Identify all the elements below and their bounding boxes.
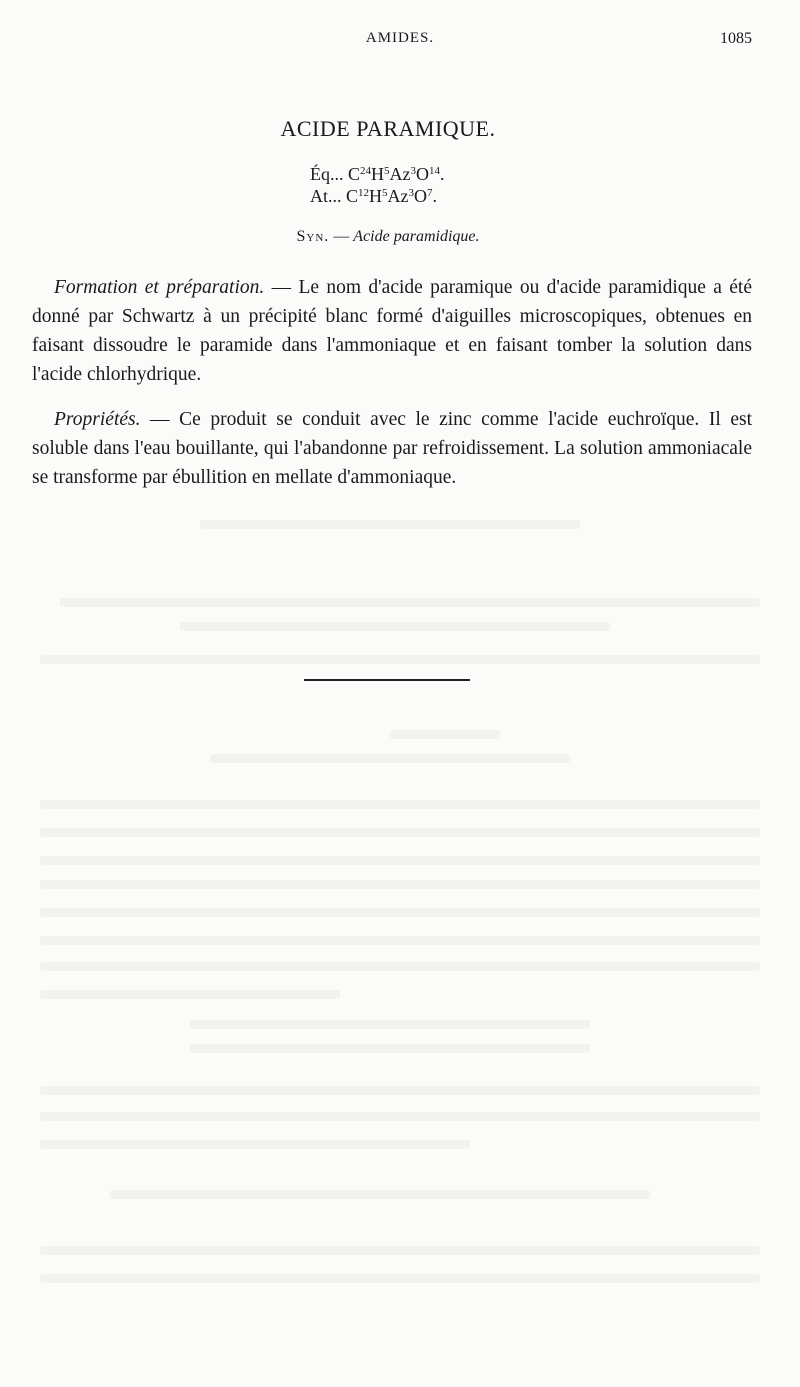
atomic-label: At... — [310, 186, 346, 206]
atomic-formula-value: $C^{12}H^5Az^3O^7$. — [346, 186, 438, 206]
synonym-dash: — — [329, 228, 354, 245]
synonym-label: Syn. — [296, 228, 330, 245]
page-number: 1085 — [720, 30, 752, 47]
formation-paragraph — [32, 273, 752, 389]
formation-text: — Le nom d'acide paramique ou d'acide paramidique a été donné par Schwartz à un précipité blanc formé d'aiguilles microscopiques, obtenues en faisant dissoudre le paramide dans l'ammoniaque et en faisant tomber la solution dans l'acide chlorhydrique. — [32, 277, 752, 385]
properties-heading: Propriétés. — [54, 409, 141, 430]
running-head: AMIDES. — [365, 30, 435, 46]
equivalent-label: Éq... — [310, 164, 348, 184]
section-title: ACIDE PARAMIQUE. — [280, 116, 496, 141]
synonym-name: Acide paramidique. — [353, 228, 480, 245]
section-divider-rule — [304, 679, 470, 681]
properties-paragraph — [32, 405, 752, 492]
atomic-formula — [310, 186, 437, 207]
equivalent-formula — [310, 164, 445, 185]
equivalent-formula-value: $C^{24}H^5Az^3O^{14}$. — [348, 164, 445, 184]
page-header — [0, 26, 800, 54]
synonym-line — [0, 228, 776, 246]
properties-text: — Ce produit se conduit avec le zinc comme l'acide euchroïque. Il est soluble dans l'eau bouillante, qui l'abandonne par refroidissement. La solution ammoniacale se transforme par ébullition en mellate d'ammoniaque. — [32, 409, 752, 488]
formation-heading: Formation et préparation. — [54, 277, 265, 298]
